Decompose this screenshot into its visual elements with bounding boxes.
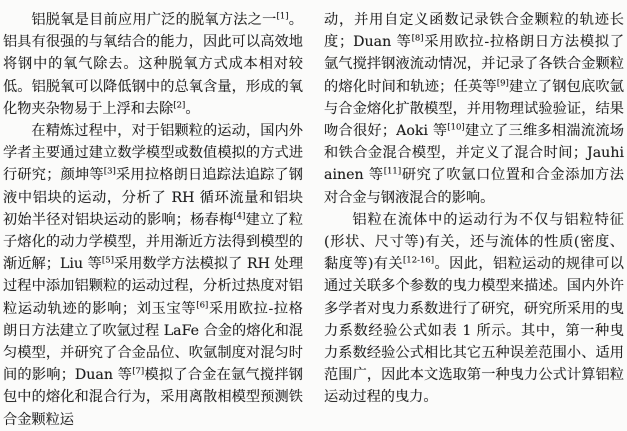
citation-ref: [1] — [276, 11, 289, 22]
citation-ref: [7] — [132, 366, 145, 377]
citation-ref: [9] — [496, 77, 509, 88]
citation-ref: [11] — [383, 166, 402, 177]
right-column — [324, 9, 624, 408]
citation-ref: [6] — [196, 299, 209, 310]
citation-ref: [3] — [103, 166, 116, 177]
citation-ref: [2] — [173, 100, 186, 111]
paragraph-deoxidation-intro: 铝脱氧是目前应用广泛的脱氧方法之一[1]。铝具有很强的与氧结合的能力，因此可以高效地将钢中的氧气除去。这种脱氧方式成本相对较低。铝脱氧可以降低钢中的总氧含量，形成的氧化物夹杂物易于上浮和去除[2]。 — [3, 11, 303, 117]
citation-ref: [12-16] — [402, 255, 435, 266]
citation-ref: [5] — [101, 255, 114, 266]
citation-ref: [8] — [411, 33, 424, 44]
citation-ref: [10] — [447, 122, 465, 133]
left-column — [3, 9, 304, 428]
paragraph-drag-model: 铝粒在流体中的运动行为不仅与铝粒特征(形状、尺寸等)有关，还与流体的性质(密度、黏度等)有关[12-16]。因此，铝粒运动的规律可以通过关联多个参数的曳力模型来描述。国内外许多学者对曳力系数进行了研究，研究所采用的曳力系数经验公式如表 1 所示。其中，第一种曳力系数经验公式相比其它五种误差范围小、适用范围广，因此本文选取第一种曳力公式计算铝粒运动过程的曳力。 — [324, 211, 624, 406]
paragraph-literature-review-part1: 在精炼过程中，对于铝颗粒的运动，国内外学者主要通过建立数学模型或数值模拟的方式进行研究；颜坤等[3]采用拉格朗日追踪法追踪了钢液中铝块的运动，分析了 RH 循环流量和铝块初始半径对铝块运动的影响；杨春梅[4]建立了粒子熔化的动力学模型，并用渐近方法得到模型的渐近解；Liu 等[5]采用数学方法模拟了 RH 处理过程中添加铝颗粒的运动过程，分析过热度对铝粒运动轨迹的影响；刘玉宝等[6]采用欧拉-拉格朗日方法建立了吹氩过程 LaFe 合金的熔化和混匀模型，并研究了合金品位、吹氩制度对混匀时间的影响；Duan 等[7]模拟了合金在氩气搅拌钢包中的熔化和混合行为，采用离散相模型预测铁合金颗粒运 — [3, 123, 304, 428]
paragraph-literature-review-part2: 动，并用自定义函数记录铁合金颗粒的轨迹长度；Duan 等[8]采用欧拉-拉格朗日方法模拟了氩气搅拌钢液流动情况，并记录了各铁合金颗粒的熔化时间和轨迹；任英等[9]建立了钢包底吹氩与合金熔化扩散模型，并用物理试验验证，结果吻合很好；Aoki 等[10]建立了三维多相湍流流场和铁合金混合模型，并定义了混合时间；Jauhiainen 等[11]研究了吹氩口位置和合金添加方法对合金与钢液混合的影响。 — [324, 12, 625, 206]
citation-ref: [4] — [233, 211, 246, 222]
